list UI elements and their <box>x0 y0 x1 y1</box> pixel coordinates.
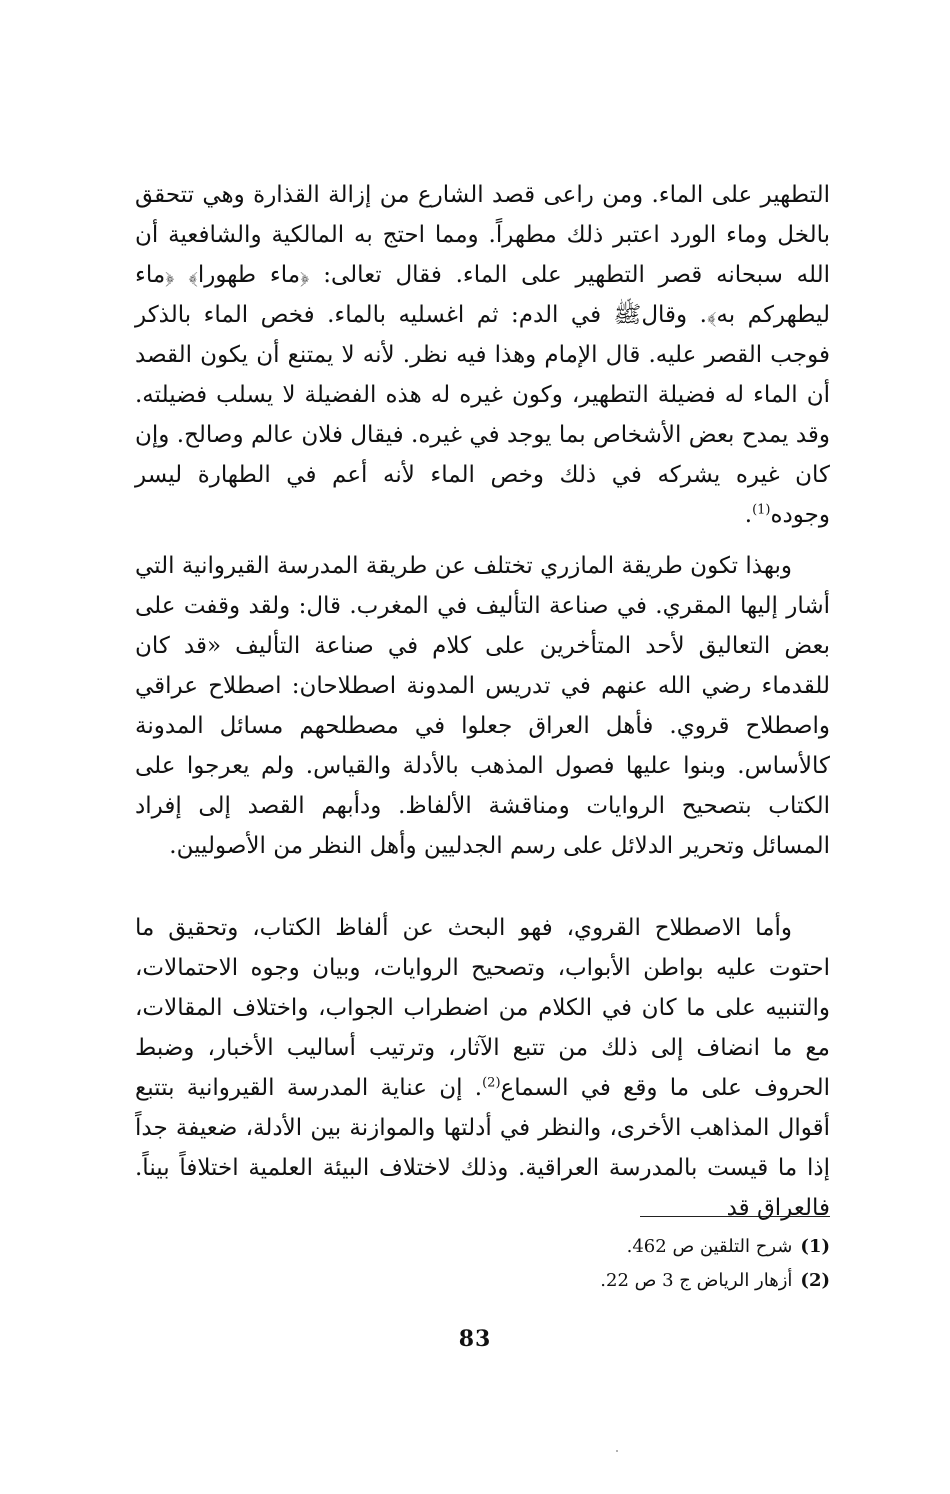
paragraph-2-text: وبهذا تكون طريقة المازري تختلف عن طريقة المدرسة القيروانية التي أشار إليها المقري. في صناعة التأليف في المغرب. قال: ولقد وقفت على بعض التعاليق لأحد المتأخرين على كلام في صناعة التأليف «قد كان للقدماء رضي الله عنهم في تدريس المدونة اصطلاحان: اصطلاح عراقي واصطلاح قروي. فأهل العراق جعلوا في مصطلحهم مسائل المدونة كالأساس. وبنوا عليها فصول المذهب بالأدلة والقياس. ولم يعرجوا على الكتاب بتصحيح الروايات ومناقشة الألفاظ. ودأبهم القصد إلى إفراد المسائل وتحرير الدلائل على رسم الجدليين وأهل النظر من الأصوليين. <box>135 553 830 859</box>
footnote-2-text: أزهار الرياض ج 3 ص 22. <box>600 1270 793 1291</box>
footnote-ref-1: (1) <box>752 502 771 518</box>
footnotes <box>400 1230 830 1298</box>
paragraph-3-text-before: وأما الاصطلاح القروي، فهو البحث عن ألفاظ الكتاب، وتحقيق ما احتوت عليه بواطن الأبواب، وتصحيح الروايات، وبيان وجوه الاحتمالات، والتنبيه على ما كان في الكلام من اضطراب الجواب، واختلاف المقالات، مع ما انضاف إلى ذلك من تتبع الآثار، وترتيب أساليب الأخبار، وضبط الحروف على ما وقع في السماع <box>135 915 830 1101</box>
paragraph-2 <box>135 546 830 866</box>
paragraph-3-text-after: . إن عناية المدرسة القيروانية بتتبع أقوال المذاهب الأخرى، والنظر في أدلتها والموازنة بين الأدلة، ضعيفة جداً إذا ما قيست بالمدرسة العراقية. وذلك لاختلاف البيئة العلمية اختلافاً بيناً. فالعراق قد <box>135 1075 830 1221</box>
footnote-1-text: شرح التلقين ص 462. <box>626 1236 793 1257</box>
footnote-separator <box>640 1216 830 1217</box>
page-number: 83 <box>458 1326 492 1352</box>
footnote-2-number: (2) <box>800 1270 830 1291</box>
footnote-ref-2: (2) <box>482 1075 501 1091</box>
paragraph-3 <box>135 908 830 1228</box>
footnote-2 <box>400 1264 830 1298</box>
paragraph-1-end: . <box>744 502 753 528</box>
paragraph-1 <box>135 175 830 535</box>
footnote-1 <box>400 1230 830 1264</box>
scan-speck <box>616 1450 618 1452</box>
footnote-1-number: (1) <box>800 1236 830 1257</box>
paragraph-1-text: التطهير على الماء. ومن راعى قصد الشارع من إزالة القذارة وهي تتحقق بالخل وماء الورد اعتبر ذلك مطهراً. ومما احتج به المالكية والشافعية أن الله سبحانه قصر التطهير على الماء. فقال تعالى: ﴿ماء طهورا﴾ ﴿ماء ليطهركم به﴾. وقالﷺ في الدم: ثم اغسليه بالماء. فخص الماء بالذكر فوجب القصر عليه. قال الإمام وهذا فيه نظر. لأنه لا يمتنع أن يكون القصد أن الماء له فضيلة التطهير، وكون غيره له هذه الفضيلة لا يسلب فضيلته. وقد يمدح بعض الأشخاص بما يوجد في غيره. فيقال فلان عالم وصالح. وإن كان غيره يشركه في ذلك وخص الماء لأنه أعم في الطهارة ليسر وجوده <box>135 182 830 528</box>
